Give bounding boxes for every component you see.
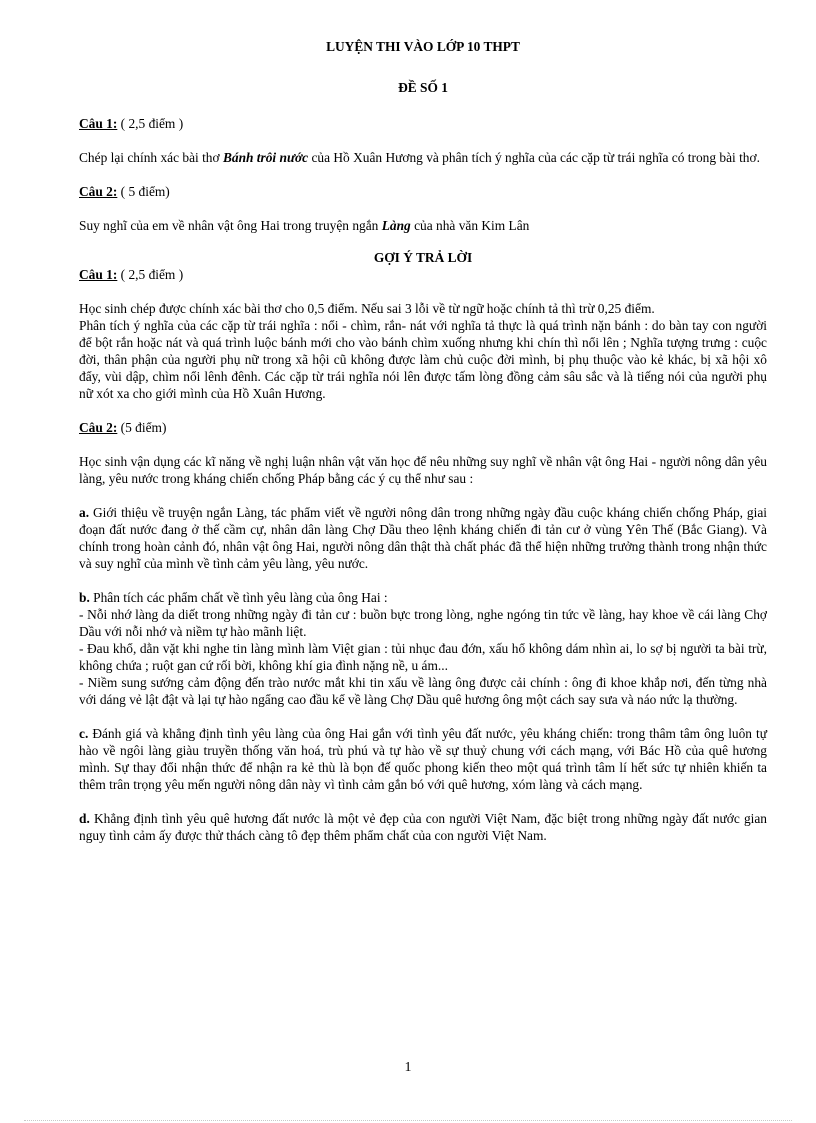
answer-1-heading [79,266,767,283]
page-bottom-divider [24,1120,792,1121]
document-title: LUYỆN THI VÀO LỚP 10 THPT [326,39,520,54]
question-2-points: ( 5 điểm) [117,184,170,199]
answer-2-points: (5 điểm) [117,420,167,435]
answer-1-label: Câu 1: [79,267,118,282]
question-2-text [79,217,767,234]
point-b-text: Phân tích các phẩm chất về tình yêu làng của ông Hai : [89,590,388,605]
point-b-item-1: - Nỗi nhớ làng da diết trong những ngày đi tản cư : buồn bực trong lòng, nghe ngóng tin tức về làng, hay khoe về cái làng Chợ Dầu với nỗi nhớ và niềm tự hào mãnh liệt. [79,607,767,639]
answer-2-point-c [79,725,767,793]
question-1-label: Câu 1: [79,116,118,131]
q1-text-pre: Chép lại chính xác bài thơ [79,150,223,165]
answer-2-point-a [79,504,767,572]
point-c-letter: c. [79,726,89,741]
point-b-item-3: - Niềm sung sướng cảm động đến trào nước mắt khi tin xấu về làng ông được cải chính : ông đi khoe khắp nơi, đến từng nhà với dáng vẻ lật đật và lại tự hào ngẩng cao đầu kể về làng Chợ Dầu quê hương ông một cách say sưa và náo nức lạ thường. [79,675,767,707]
question-1-text [79,149,767,166]
answer-1-paragraph-2: Phân tích ý nghĩa của các cặp từ trái nghĩa : nổi - chìm, rắn- nát với nghĩa tả thực là quá trình nặn bánh : do bàn tay con người để bột rắn hoặc nát và quá trình luộc bánh mới cho vào bánh chìm xuống nhưng khi chín thì nổi lên ; Nghĩa tượng trưng : cuộc đời, thân phận của người phụ nữ trong xã hội cũ không được làm chủ cuộc đời mình, bị phụ thuộc vào kẻ khác, bị xã hội xô đẩy, vùi dập, chìm nổi lênh đênh. Các cặp từ trái nghĩa nói lên được tấm lòng đồng cảm sâu sắc và là tiếng nói của người phụ nữ xót xa cho giới mình của Hồ Xuân Hương. [79,318,767,401]
answer-2-heading [79,419,767,436]
answer-2-label: Câu 2: [79,420,118,435]
answer-2-intro: Học sinh vận dụng các kĩ năng về nghị luận nhân vật văn học để nêu những suy nghĩ về nhân vật ông Hai - người nông dân yêu làng, yêu nước trong kháng chiến chống Pháp bằng các ý cụ thể như sau : [79,454,767,486]
exam-number: ĐỀ SỐ 1 [398,80,448,95]
q1-text-post: của Hồ Xuân Hương và phân tích ý nghĩa của các cặp từ trái nghĩa có trong bài thơ. [308,150,760,165]
answer-2-point-b [79,589,767,606]
point-a-letter: a. [79,505,90,520]
question-2-heading [79,183,767,200]
answers-heading: GỢI Ý TRẢ LỜI [373,250,473,265]
question-2-label: Câu 2: [79,184,118,199]
answer-1-points: ( 2,5 điểm ) [117,267,184,282]
point-a-text: Giới thiệu về truyện ngắn Làng, tác phẩm viết về người nông dân trong những ngày đầu cuộc kháng chiến chống Pháp, giai đoạn đất nước đang ở thế cầm cự, nhân dân làng Chợ Dầu theo lệnh kháng chiến đi tản cư ở vùng Yên Thế (Bắc Giang). Và chính trong hoàn cảnh đó, nhân vật ông Hai, người nông dân thật thà chất phác đã thể hiện những trưởng thành trong nhận thức và suy nghĩ của mình về tình cảm yêu làng, yêu nước. [79,505,767,571]
question-1-points: ( 2,5 điểm ) [117,116,184,131]
document-page [79,38,767,844]
poem-title: Bánh trôi nước [222,150,309,165]
q2-text-pre: Suy nghĩ của em về nhân vật ông Hai trong truyện ngắn [79,218,382,233]
q2-text-post: của nhà văn Kim Lân [410,218,530,233]
point-d-text: Khẳng định tình yêu quê hương đất nước là một vẻ đẹp của con người Việt Nam, đặc biệt trong những ngày đất nước gian nguy tình cảm ấy được thử thách càng tô đẹp thêm phẩm chất của con người Việt Nam. [79,811,767,843]
point-b-item-2: - Đau khổ, dằn vặt khi nghe tin làng mình làm Việt gian : tủi nhục đau đớn, xấu hổ không dám nhìn ai, lo sợ bị người ta bài trừ, không chứa ; ruột gan cứ rối bời, không khí gia đình nặng nề, u ám... [79,641,767,673]
point-b-letter: b. [79,590,90,605]
question-1-heading [79,115,767,132]
page-number: 1 [404,1060,412,1075]
story-title: Làng [381,218,411,233]
answer-1-paragraph-1: Học sinh chép được chính xác bài thơ cho 0,5 điểm. Nếu sai 3 lỗi về từ ngữ hoặc chính tả thì trừ 0,25 điểm. [79,301,655,316]
point-c-text: Đánh giá và khẳng định tình yêu làng của ông Hai gắn với tình yêu đất nước, yêu kháng chiến: trong thâm tâm ông luôn tự hào về ngôi làng giàu truyền thống văn hoá, trù phú và tự hào về sự thuỷ chung với cách mạng, với Bác Hồ của quê hương mình. Sự thay đổi nhận thức để nhận ra kẻ thù là bọn đế quốc phong kiến theo một quá trình tâm lí hết sức tự nhiên khiến ta thêm trân trọng yêu mến người nông dân này vì tình cảm gắn bó với quê hương, xóm làng và cách mạng. [79,726,767,792]
answer-2-point-d [79,810,767,844]
point-d-letter: d. [79,811,90,826]
